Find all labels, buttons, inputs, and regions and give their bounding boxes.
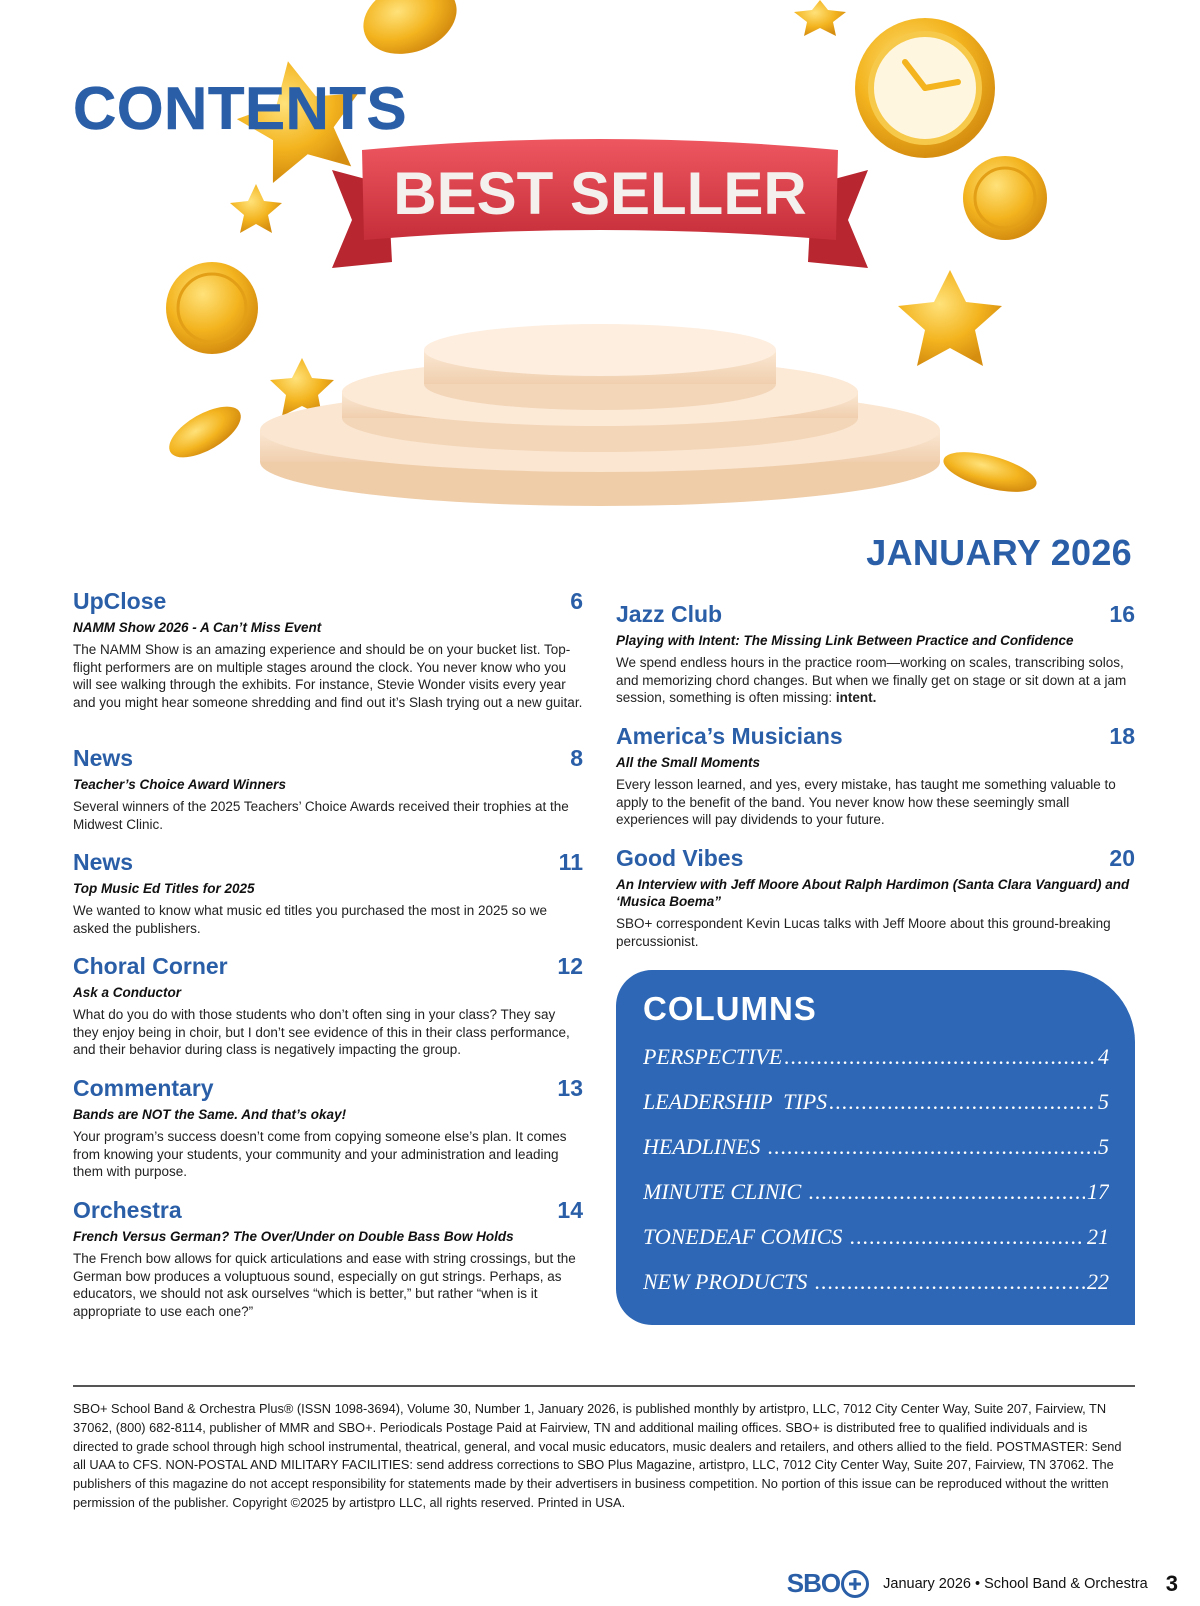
column-item-perspective[interactable]	[643, 1044, 1109, 1070]
toc-entry[interactable]	[73, 953, 583, 1059]
toc-section: America’s Musicians	[616, 723, 843, 749]
toc-description: The NAMM Show is an amazing experience and should be on your bucket list. Top-flight performers are on multiple stages around the clock. You never know who you will see walking through the exhibits. For instance, Stevie Wonder visits every year and you might hear someone shredding and find out it’s Slash trying out a new guitar.	[73, 642, 583, 710]
toc-entry[interactable]	[616, 601, 1135, 707]
star-icon	[230, 184, 282, 233]
toc-entry[interactable]	[73, 1197, 583, 1320]
toc-section: Choral Corner	[73, 953, 228, 979]
column-item-new-products[interactable]	[643, 1269, 1109, 1295]
toc-description: Several winners of the 2025 Teachers’ Choice Awards received their trophies at the Midwest Clinic.	[73, 799, 569, 832]
dot-leader	[850, 1224, 1085, 1250]
toc-page-number: 20	[1109, 845, 1135, 871]
gold-coin-icon	[166, 262, 258, 354]
column-item-page: 22	[1087, 1269, 1109, 1294]
toc-entry[interactable]	[73, 1075, 583, 1181]
publication-fine-print: SBO+ School Band & Orchestra Plus® (ISSN 1098-3694), Volume 30, Number 1, January 2026, is published monthly by artistpro, LLC, 7012 City Center Way, Suite 207, Fairview, TN 37062, (800) 682-8114, publisher of MMR and SBO+. Periodicals Postage Paid at Fairview, TN and additional mailing offices. SBO+ is distributed free to qualified individuals and is directed to grade school through high school instrumental, theatrical, general, and vocal music educators, music dealers and retailers, and others allied to the field. POSTMASTER: Send all UAA to CFS. NON-POSTAL AND MILITARY FACILITIES: send address corrections to SBO Plus Magazine, artistpro, LLC, 7012 City Center Way, Suite 207, Fairview, TN 37062. The publishers of this magazine do not accept responsibility for statements made by their advertisers in business competition. No portion of this issue can be reproduced without the written permission of the publisher. Copyright ©2025 by artistpro LLC, all rights reserved. Printed in USA.	[73, 1401, 1122, 1510]
toc-description: What do you do with those students who don’t often sing in your class? They say they enjoy being in choir, but I don’t see evidence of this in their class performance, and their behavior during class is negatively impacting the group.	[73, 1007, 570, 1057]
column-item-leadership-tips[interactable]	[643, 1089, 1109, 1115]
dot-leader	[829, 1089, 1096, 1115]
toc-page-number: 8	[570, 745, 583, 771]
column-item-label: PERSPECTIVE	[643, 1044, 783, 1069]
divider	[73, 1385, 1135, 1387]
toc-subtitle: Playing with Intent: The Missing Link Between Practice and Confidence	[616, 633, 1074, 648]
toc-section: Jazz Club	[616, 601, 723, 627]
column-item-label: NEW PRODUCTS	[643, 1269, 813, 1294]
toc-entry[interactable]	[73, 745, 583, 833]
star-icon	[794, 0, 846, 36]
toc-subtitle: NAMM Show 2026 - A Can’t Miss Event	[73, 620, 322, 635]
page-number: 3	[1165, 1570, 1178, 1596]
toc-page-number: 11	[558, 849, 583, 875]
dot-leader	[768, 1134, 1096, 1160]
toc-description-emphasis: intent.	[835, 690, 877, 705]
column-item-label: MINUTE CLINIC	[643, 1179, 807, 1204]
column-item-page: 17	[1087, 1179, 1109, 1204]
toc-section: News	[73, 745, 134, 771]
page-footer	[787, 1568, 1178, 1599]
toc-page-number: 14	[557, 1197, 583, 1223]
toc-description: Your program’s success doesn’t come from copying someone else’s plan. It comes from knowing your students, your community and your administration and leading them with purpose.	[73, 1129, 567, 1179]
columns-panel	[616, 970, 1135, 1325]
toc-page-number: 6	[570, 588, 583, 614]
column-item-headlines[interactable]	[643, 1134, 1109, 1160]
footer-text: January 2026 • School Band & Orchestra	[883, 1575, 1148, 1592]
column-item-tonedeaf-comics[interactable]	[643, 1224, 1109, 1250]
toc-entry[interactable]	[616, 723, 1135, 829]
gold-coin-icon	[161, 396, 248, 467]
dot-leader	[784, 1044, 1096, 1070]
best-seller-ribbon	[332, 139, 868, 268]
toc-entry[interactable]	[73, 588, 583, 711]
gold-coin-icon	[353, 0, 466, 66]
banner-text: BEST SELLER	[393, 160, 807, 227]
toc-subtitle: All the Small Moments	[616, 755, 761, 770]
toc-subtitle: Bands are NOT the Same. And that’s okay!	[73, 1107, 347, 1122]
sbo-logo: SBO	[787, 1568, 869, 1599]
issue-date: JANUARY 2026	[866, 532, 1132, 573]
columns-title: COLUMNS	[643, 990, 817, 1027]
toc-section: UpClose	[73, 588, 167, 614]
column-item-page: 5	[1098, 1089, 1109, 1114]
toc-section: Commentary	[73, 1075, 214, 1101]
column-item-page: 4	[1098, 1044, 1109, 1069]
gold-coin-icon	[939, 444, 1040, 500]
plus-icon	[841, 1570, 869, 1598]
gold-coin-icon	[963, 156, 1047, 240]
toc-description: SBO+ correspondent Kevin Lucas talks with Jeff Moore about this ground-breaking percussionist.	[616, 916, 1111, 949]
podium-icon	[260, 324, 940, 506]
toc-section: Orchestra	[73, 1197, 182, 1223]
column-item-label: TONEDEAF COMICS	[643, 1224, 848, 1249]
column-item-page: 5	[1098, 1134, 1109, 1159]
toc-subtitle: Top Music Ed Titles for 2025	[73, 881, 255, 896]
column-item-label: HEADLINES	[643, 1134, 766, 1159]
dot-leader	[809, 1179, 1085, 1205]
column-item-page: 21	[1087, 1224, 1109, 1249]
column-item-label: LEADERSHIP TIPS	[643, 1089, 828, 1114]
toc-description: We spend endless hours in the practice room—working on scales, transcribing solos, and memorizing chord changes. But when we finally get on stage or sit down at a jam session, something is often missing: intent.	[616, 655, 1127, 705]
toc-description: The French bow allows for quick articulations and ease with string crossings, but the German bow produces a voluptuous sound, especially on gut strings. Perhaps, as educators, we should not ask ourselves “which is better,” but rather “when is it appropriate to use each one?”	[73, 1251, 576, 1319]
toc-page-number: 13	[557, 1075, 583, 1101]
toc-subtitle: Teacher’s Choice Award Winners	[73, 777, 286, 792]
toc-subtitle: An Interview with Jeff Moore About Ralph Hardimon (Santa Clara Vanguard) and ‘Musica Boema”	[616, 877, 1130, 909]
toc-page-number: 16	[1109, 601, 1135, 627]
toc-description: Every lesson learned, and yes, every mistake, has taught me something valuable to apply to the benefit of the band. You never know how these seemingly small experiences will pay dividends to your future.	[616, 777, 1116, 827]
dot-leader	[815, 1269, 1085, 1295]
toc-subtitle: French Versus German? The Over/Under on Double Bass Bow Holds	[73, 1229, 514, 1244]
toc-section: News	[73, 849, 134, 875]
toc-entry[interactable]	[616, 845, 1135, 950]
toc-section: Good Vibes	[616, 845, 744, 871]
clock-icon	[855, 18, 995, 158]
toc-description: We wanted to know what music ed titles you purchased the most in 2025 so we asked the publishers.	[73, 903, 548, 936]
toc-entry[interactable]	[73, 849, 583, 937]
star-icon	[898, 270, 1002, 366]
column-item-minute-clinic[interactable]	[643, 1179, 1109, 1205]
toc-subtitle: Ask a Conductor	[73, 985, 182, 1000]
toc-page-number: 12	[557, 953, 583, 979]
toc-page-number: 18	[1109, 723, 1135, 749]
page-title: CONTENTS	[73, 75, 407, 142]
